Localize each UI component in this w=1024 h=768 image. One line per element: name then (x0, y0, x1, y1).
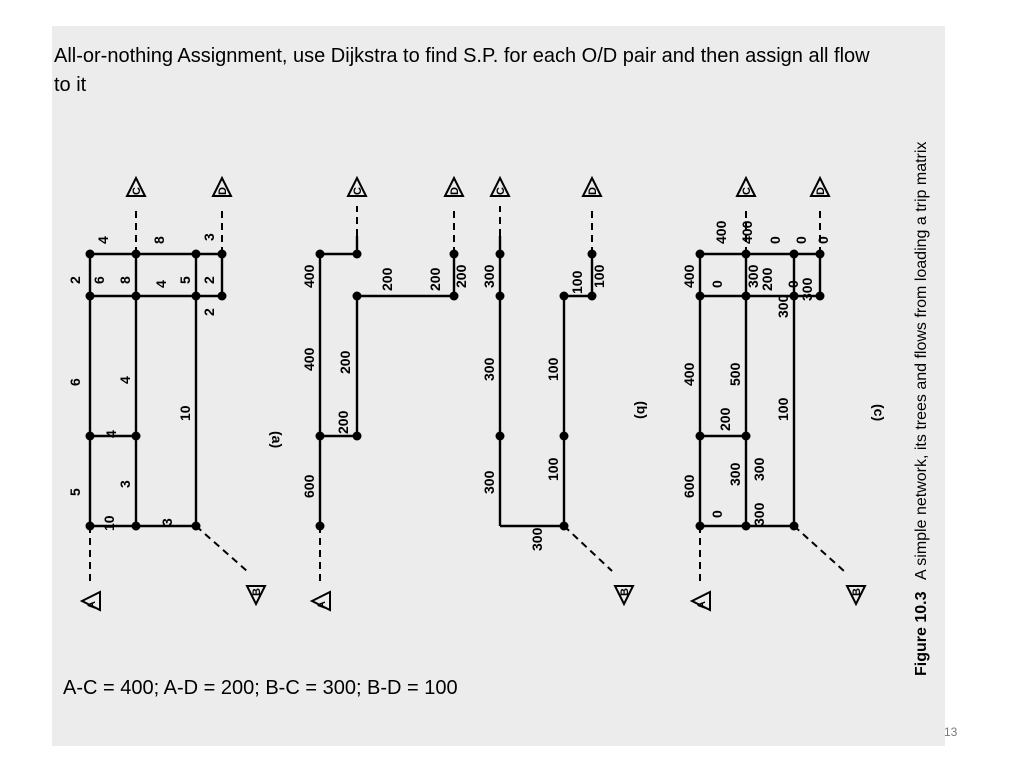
svg-text:0: 0 (793, 236, 809, 244)
node-d-icon (583, 178, 601, 196)
node-c-icon (491, 178, 509, 196)
node-d-icon (213, 178, 231, 196)
node-d-icon (445, 178, 463, 196)
weight-label: 8 (151, 236, 167, 244)
scanned-figure (52, 26, 945, 746)
figure-caption (913, 142, 930, 676)
svg-text:C: C (131, 187, 143, 195)
svg-text:200: 200 (759, 267, 775, 291)
figure-svg (52, 26, 945, 746)
svg-text:C: C (741, 187, 753, 195)
panel-c-label: (c) (871, 404, 887, 422)
weight-label: 4 (117, 376, 133, 384)
panel-b-tree-a-endpoints (312, 178, 463, 610)
svg-text:D: D (449, 187, 461, 195)
weight-label: 2 (67, 276, 83, 284)
svg-text:400: 400 (681, 264, 697, 288)
svg-text:A: A (696, 601, 708, 609)
node-a-icon (692, 592, 710, 610)
weight-label: 5 (67, 488, 83, 496)
svg-text:300: 300 (529, 527, 545, 551)
panel-a-network (90, 254, 222, 526)
node-b-icon (247, 586, 265, 604)
weight-label: 3 (159, 518, 175, 526)
figure-caption-text: A simple network, its trees and flows from loading a trip matrix (913, 141, 930, 580)
weight-label: 5 (177, 276, 193, 284)
svg-text:0: 0 (709, 280, 725, 288)
page-number: 13 (944, 725, 958, 739)
svg-text:0: 0 (785, 280, 801, 288)
weight-label: 8 (117, 276, 133, 284)
svg-text:400: 400 (301, 264, 317, 288)
weight-label: 6 (91, 276, 107, 284)
node-c-icon (127, 178, 145, 196)
svg-text:A: A (316, 601, 328, 609)
svg-text:300: 300 (481, 264, 497, 288)
svg-text:300: 300 (727, 462, 743, 486)
svg-text:D: D (587, 187, 599, 195)
svg-text:200: 200 (453, 264, 469, 288)
panel-a-nodes (86, 250, 227, 531)
node-c-icon (348, 178, 366, 196)
panel-b-tree-a-values (301, 264, 469, 498)
svg-text:100: 100 (545, 357, 561, 381)
svg-text:300: 300 (775, 294, 791, 318)
svg-text:200: 200 (335, 410, 351, 434)
svg-text:D: D (815, 187, 827, 195)
svg-text:C: C (495, 187, 507, 195)
svg-text:300: 300 (481, 470, 497, 494)
weight-label: 6 (67, 378, 83, 386)
svg-text:0: 0 (709, 510, 725, 518)
svg-text:200: 200 (717, 407, 733, 431)
svg-text:0: 0 (767, 236, 783, 244)
svg-text:300: 300 (751, 502, 767, 526)
panel-b-label: (b) (634, 401, 650, 419)
panel-c-flows (681, 220, 831, 526)
node-d-icon (811, 178, 829, 196)
svg-text:400: 400 (713, 220, 729, 244)
svg-text:200: 200 (337, 350, 353, 374)
svg-text:600: 600 (301, 474, 317, 498)
weight-label: 3 (117, 480, 133, 488)
svg-text:100: 100 (775, 397, 791, 421)
svg-text:B: B (251, 588, 263, 596)
weight-label: 4 (153, 280, 169, 288)
svg-text:300: 300 (745, 264, 761, 288)
svg-text:100: 100 (545, 457, 561, 481)
svg-text:B: B (619, 588, 631, 596)
svg-text:100: 100 (591, 264, 607, 288)
svg-text:C: C (352, 187, 364, 195)
slide-title: All-or-nothing Assignment, use Dijkstra to find S.P. for each O/D pair and then assign all flow to it (54, 45, 870, 96)
weight-label: 2 (201, 276, 217, 284)
weight-label: 3 (201, 233, 217, 241)
weight-label: 4 (103, 430, 119, 438)
weight-label: 10 (177, 405, 193, 421)
svg-text:600: 600 (681, 474, 697, 498)
node-c-icon (737, 178, 755, 196)
weight-label: 10 (101, 515, 117, 531)
node-a-icon (312, 592, 330, 610)
weight-label: 4 (95, 236, 111, 244)
svg-text:400: 400 (681, 362, 697, 386)
svg-text:400: 400 (739, 220, 755, 244)
svg-text:100: 100 (569, 270, 585, 294)
svg-text:400: 400 (301, 347, 317, 371)
node-b-icon (847, 586, 865, 604)
figure-caption-number: Figure 10.3 (913, 591, 930, 676)
svg-text:500: 500 (727, 362, 743, 386)
svg-text:300: 300 (751, 457, 767, 481)
assignment-summary: A-C = 400; A-D = 200; B-C = 300; B-D = 100 (63, 677, 458, 699)
node-b-icon (615, 586, 633, 604)
svg-text:A: A (86, 601, 98, 609)
weight-label: 2 (201, 308, 217, 316)
svg-text:300: 300 (799, 277, 815, 301)
svg-text:200: 200 (427, 267, 443, 291)
node-a-icon (82, 592, 100, 610)
svg-text:300: 300 (481, 357, 497, 381)
panel-b-tree-b-endpoints (491, 178, 633, 604)
svg-text:0: 0 (815, 236, 831, 244)
svg-text:200: 200 (379, 267, 395, 291)
svg-text:D: D (217, 187, 229, 195)
panel-a-label: (a) (269, 431, 285, 449)
svg-text:B: B (851, 588, 863, 596)
